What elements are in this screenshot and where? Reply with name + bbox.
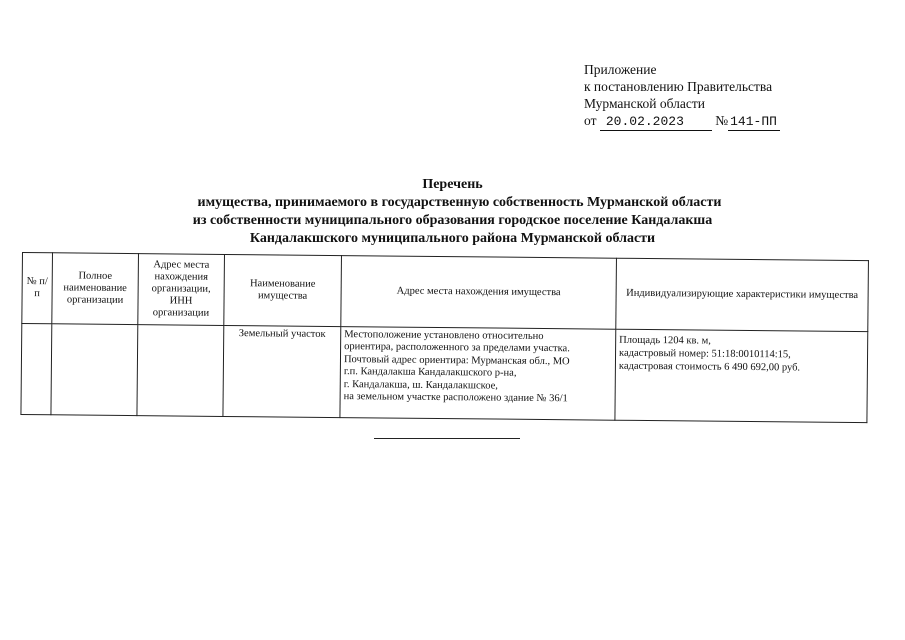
address-line: г. Кандалакша, ш. Кандалакшское, [343, 378, 498, 392]
header-num: № п/п [22, 253, 53, 324]
appendix-region: Мурманской области [584, 96, 705, 111]
table-row [21, 324, 868, 423]
number-prefix: № [715, 113, 729, 128]
header-property-address: Адрес места нахождения имущества [341, 256, 617, 330]
document-subtitle-2: из собственности муниципального образования городское поселение Кандалакша [192, 213, 713, 228]
appendix-date-line [584, 112, 780, 131]
cell-num [21, 324, 52, 415]
address-line: на земельном участке расположено здание № 36/1 [343, 391, 568, 405]
header-characteristics: Индивидуализирующие характеристики имущества [616, 258, 869, 331]
document-subtitle-3: Кандалакшского муниципального района Мурманской области [249, 231, 656, 246]
characteristic-line: кадастровая стоимость 6 490 692,00 руб. [618, 360, 801, 374]
address-line: г.п. Кандалакша Кандалакшского р-на, [343, 366, 517, 379]
cell-org-address [137, 325, 224, 417]
header-org-name: Полное наименование организации [52, 253, 139, 325]
appendix-decree: к постановлению Правительства [584, 79, 773, 94]
appendix-block [584, 61, 780, 131]
header-org-address: Адрес места нахождения организации, ИНН организации [138, 254, 225, 326]
end-divider [374, 438, 520, 439]
document-subtitle-1: имущества, принимаемого в государственную собственность Мурманской области [197, 195, 722, 210]
appendix-title: Приложение [584, 62, 657, 77]
address-line: ориентира, расположенного за пределами участка. [344, 341, 570, 355]
header-property-name: Наименование имущества [224, 254, 342, 326]
document-title: Перечень [422, 177, 483, 192]
characteristic-line: Площадь 1204 кв. м, [619, 334, 712, 347]
characteristic-line: кадастровый номер: 51:18:0010114:15, [619, 347, 791, 361]
address-line: Почтовый адрес ориентира: Мурманская обл., МО [343, 353, 570, 368]
decree-number: 141-ПП [730, 114, 777, 129]
address-line: Местоположение установлено относительно [344, 329, 544, 343]
decree-date: 20.02.2023 [605, 114, 684, 129]
date-prefix: от [584, 113, 597, 128]
property-table [22, 252, 868, 415]
cell-property-name: Земельный участок [223, 325, 341, 417]
cell-org-name [51, 324, 138, 416]
cell-property-address [340, 327, 616, 421]
cell-characteristics [615, 329, 868, 422]
table-header-row [22, 253, 869, 332]
